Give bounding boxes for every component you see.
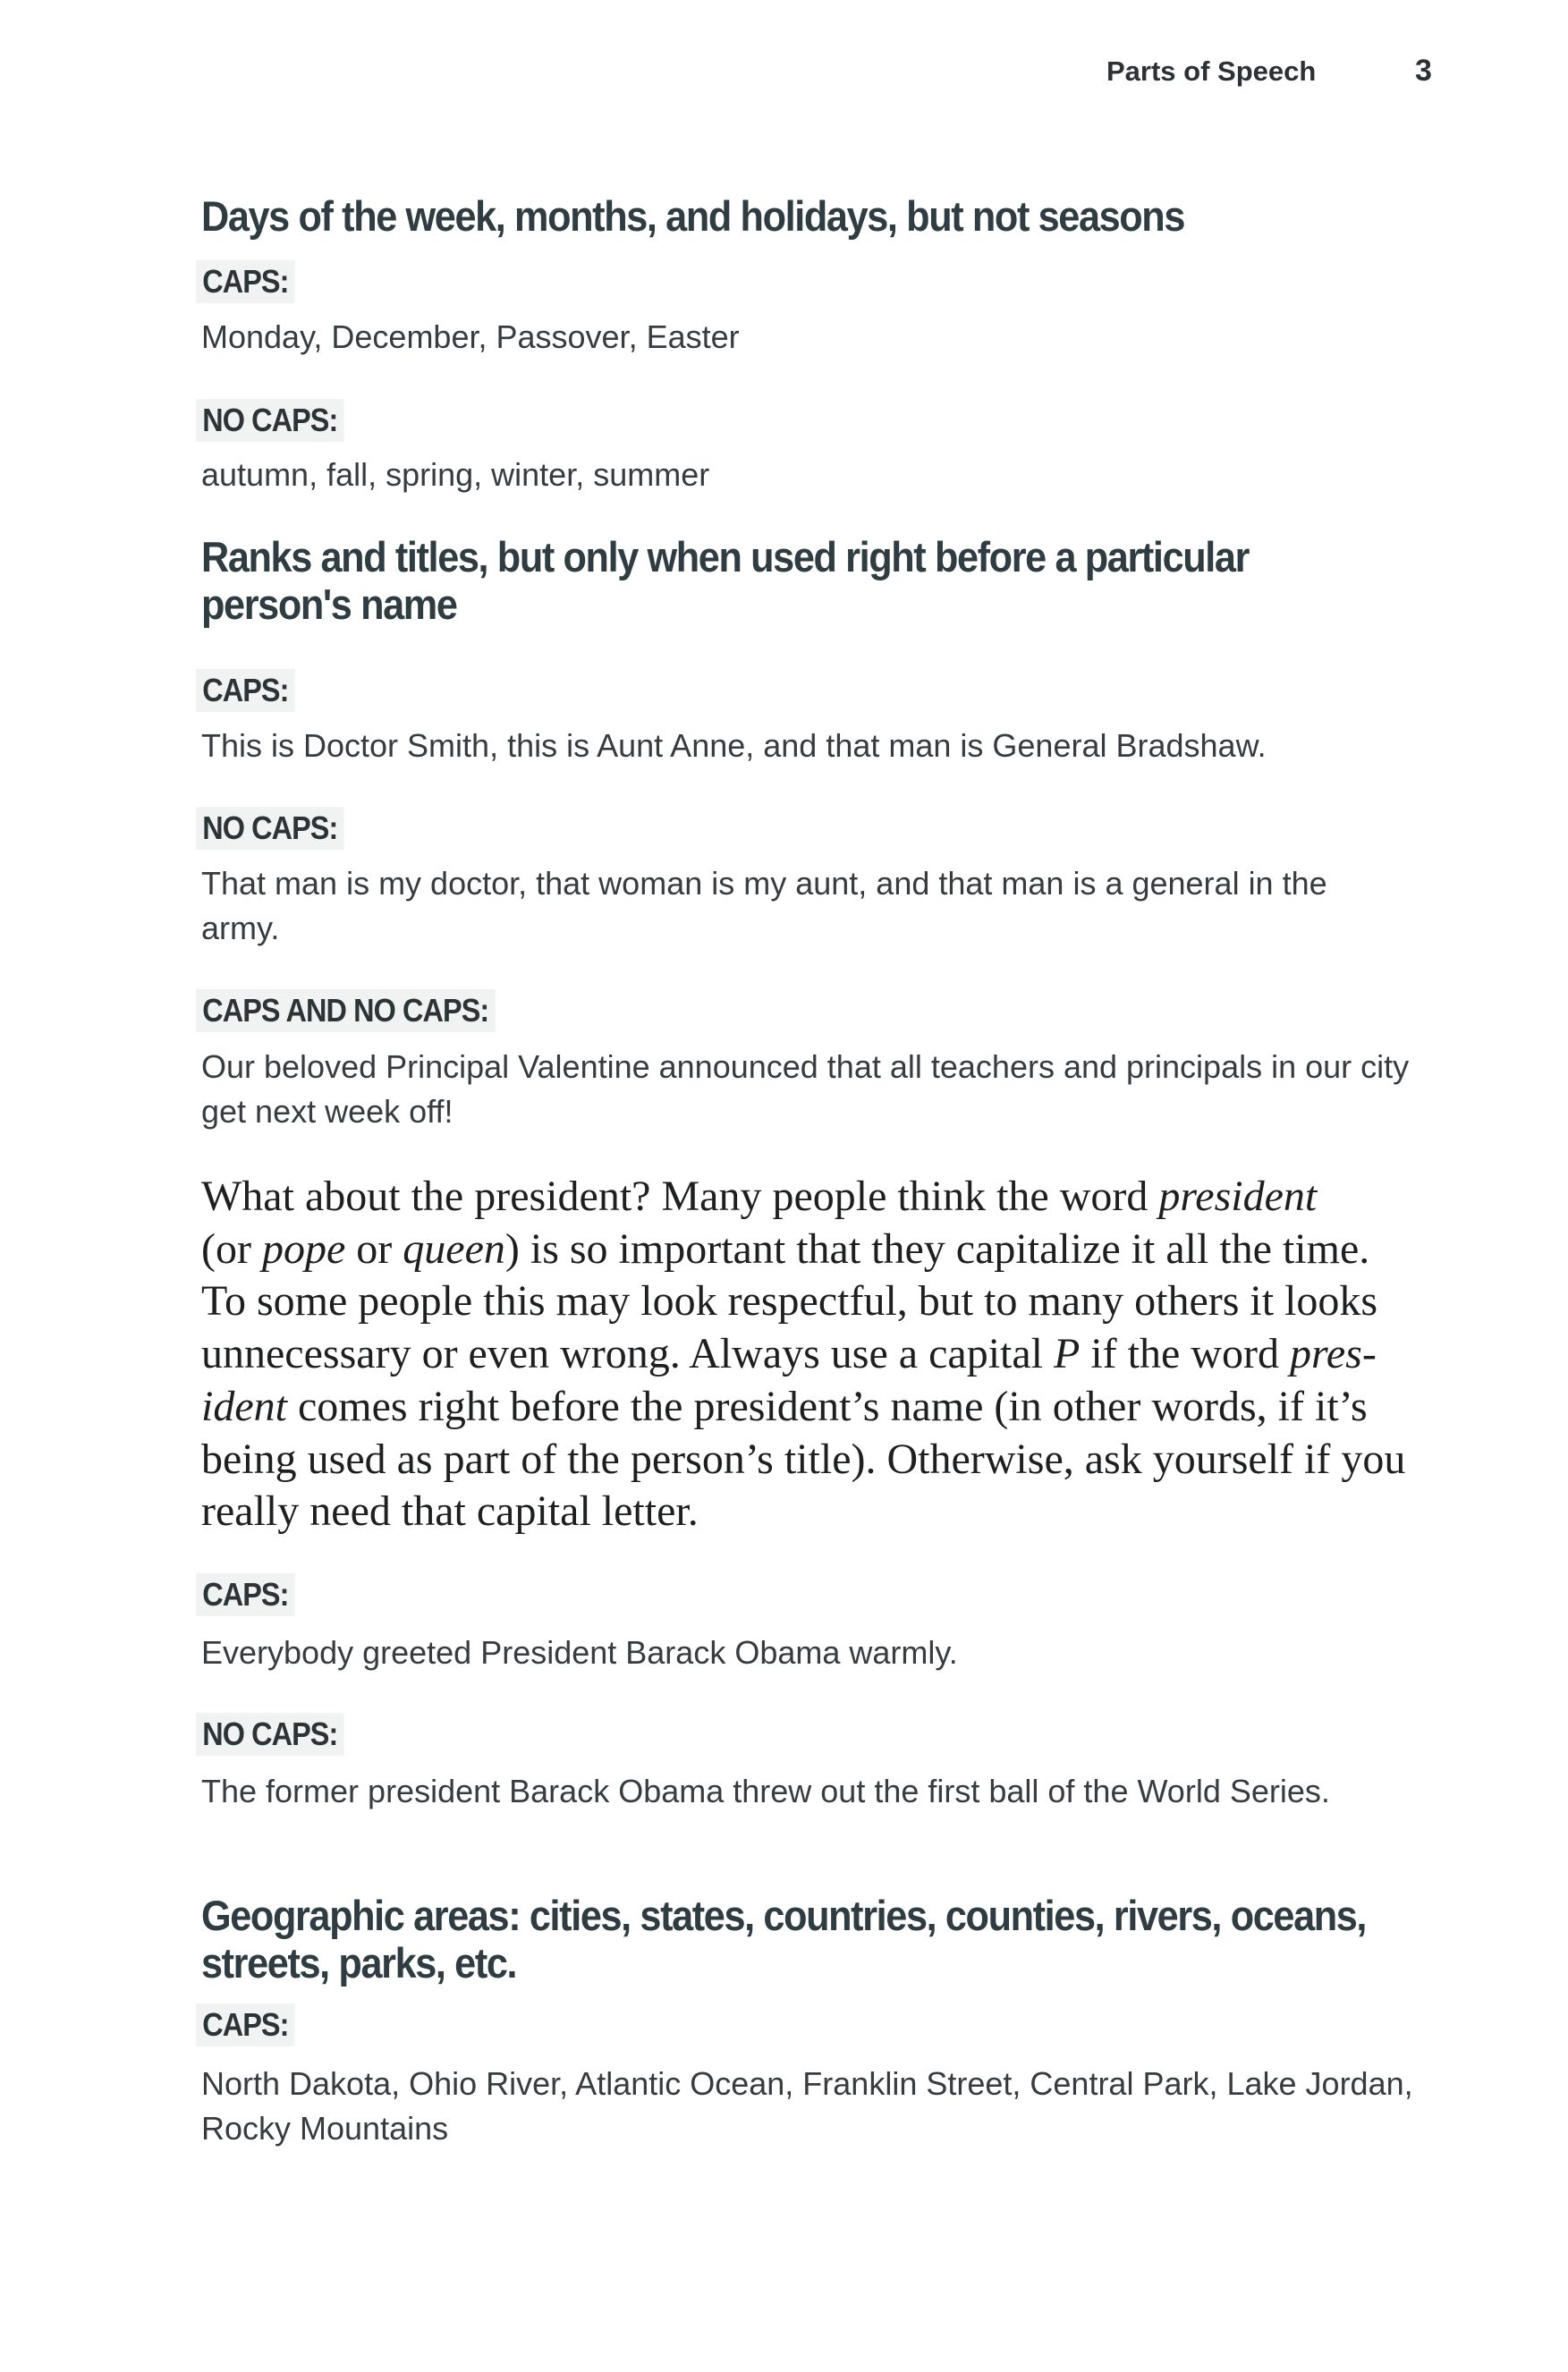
- italic-term: president: [1158, 1173, 1318, 1220]
- text-run: if the word: [1080, 1330, 1290, 1378]
- text-run: (or: [201, 1224, 262, 1273]
- paragraph-line: [201, 1328, 1471, 1381]
- paragraph-line: [201, 1434, 1471, 1487]
- caps-example: Monday, December, Passover, Easter: [201, 318, 740, 355]
- caps-example: Everybody greeted President Barack Obama warmly.: [201, 1634, 958, 1671]
- text-run: or: [345, 1224, 403, 1273]
- page-number: 3: [1415, 54, 1432, 88]
- caps-example: North Dakota, Ohio River, Atlantic Ocean, Franklin Street, Central Park, Lake Jordan, Rocky Mountains: [201, 2065, 1413, 2147]
- italic-term: queen: [403, 1224, 505, 1273]
- nocaps-label: NO CAPS:: [196, 399, 344, 442]
- running-header: Parts of Speech: [1106, 55, 1317, 87]
- italic-term: P: [1054, 1330, 1081, 1378]
- caps-label: CAPS:: [196, 1573, 295, 1616]
- paragraph-line: [201, 1381, 1471, 1434]
- italic-term: ident: [201, 1382, 287, 1430]
- text-run: What about the president? Many people think the word: [201, 1173, 1159, 1220]
- text-run: To some people this may look respectful, but to many others it looks: [201, 1277, 1378, 1326]
- president-paragraph: [201, 1171, 1471, 1538]
- nocaps-label: NO CAPS:: [196, 1713, 344, 1756]
- nocaps-example: autumn, fall, spring, winter, summer: [201, 456, 710, 493]
- section-heading-days: Days of the week, months, and holidays, but not seasons: [201, 192, 1185, 240]
- caps-label: CAPS:: [196, 260, 295, 303]
- paragraph-line: [201, 1275, 1471, 1328]
- text-run: being used as part of the person’s title). Otherwise, ask yourself if you: [201, 1435, 1406, 1483]
- section-heading-ranks: Ranks and titles, but only when used right before a particular person's name: [201, 533, 1250, 628]
- caps-label: CAPS:: [196, 669, 295, 712]
- text-run: really need that capital letter.: [201, 1487, 699, 1536]
- text-run: ) is so important that they capitalize it all the time.: [504, 1224, 1370, 1273]
- nocaps-example: The former president Barack Obama threw out the first ball of the World Series.: [201, 1773, 1330, 1809]
- paragraph-line: [201, 1224, 1471, 1276]
- nocaps-label: NO CAPS:: [196, 807, 344, 850]
- paragraph-line: [201, 1171, 1471, 1224]
- paragraph-line: [201, 1486, 1471, 1538]
- nocaps-example: That man is my doctor, that woman is my aunt, and that man is a general in the army.: [201, 865, 1327, 946]
- caps-and-nocaps-label: CAPS AND NO CAPS:: [196, 989, 496, 1032]
- caps-example: This is Doctor Smith, this is Aunt Anne, and that man is General Bradshaw.: [201, 727, 1267, 764]
- italic-term: pres-: [1289, 1330, 1377, 1378]
- caps-label: CAPS:: [196, 2003, 295, 2046]
- italic-term: pope: [261, 1224, 346, 1273]
- text-run: unnecessary or even wrong. Always use a capital: [201, 1330, 1055, 1378]
- caps-and-nocaps-example: Our beloved Principal Valentine announced that all teachers and principals in our city get next week off!: [201, 1048, 1410, 1130]
- section-heading-geo: Geographic areas: cities, states, countries, counties, rivers, oceans, streets, parks, etc.: [201, 1892, 1367, 1987]
- text-run: comes right before the president’s name (in other words, if it’s: [286, 1382, 1368, 1430]
